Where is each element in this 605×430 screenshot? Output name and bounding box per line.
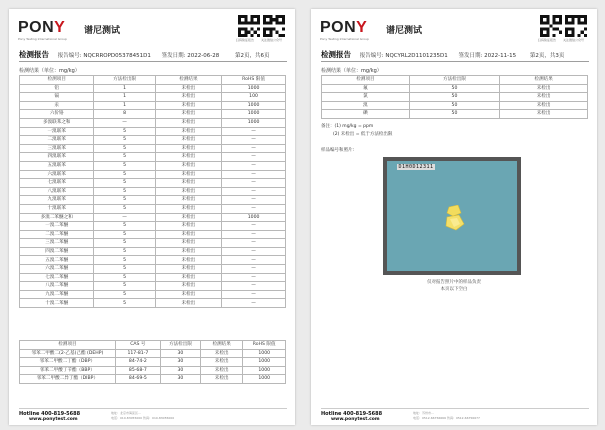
notes-line-2: (2) 未检出 = 低于方法检出限 [333, 132, 393, 137]
table-cell: 84-69-5 [115, 375, 160, 384]
page-info: 第2页，共6页 [234, 53, 270, 59]
table-cell: 未检出 [200, 366, 243, 375]
table-cell: 未检出 [155, 179, 222, 188]
issue-date: 2022-06-28 [187, 53, 220, 59]
table-cell: 8 [94, 110, 155, 119]
table-row [20, 161, 286, 170]
table-cell: 未检出 [200, 349, 243, 358]
table-cell: 5 [94, 299, 155, 308]
table-cell: — [94, 213, 155, 222]
table-cell: 十溴二苯醚 [20, 299, 94, 308]
column-header: CAS 号 [115, 341, 160, 350]
logo-subtitle: Pony Testing International Group [18, 37, 67, 41]
table-cell: 未检出 [155, 118, 222, 127]
table-cell: 5 [94, 127, 155, 136]
table-cell: 一溴二苯醚 [20, 222, 94, 231]
table-cell: 镉 [20, 93, 94, 102]
table-cell: 八溴联苯 [20, 187, 94, 196]
table-cell: — [222, 179, 286, 188]
column-header: 检测项目 [20, 341, 116, 350]
table-cell: 四溴联苯 [20, 153, 94, 162]
table-cell: 邻苯二甲酸丁苄酯（BBP） [20, 366, 116, 375]
table-cell: — [222, 153, 286, 162]
table-cell: 碘 [322, 110, 410, 119]
footer-address: 地址：苏州市... 电话：0512-66756666 传真：0512-66756677 [413, 411, 480, 420]
column-header: 方法检出限 [409, 76, 499, 85]
table-row [322, 84, 588, 93]
table-cell: 30 [160, 358, 200, 367]
report-title: 检测报告 [321, 50, 351, 59]
table-row [20, 136, 286, 145]
table-cell: 未检出 [155, 196, 222, 205]
table-cell: 九溴联苯 [20, 196, 94, 205]
table-cell: 5 [94, 239, 155, 248]
blank-note: 本页以下空白 [440, 287, 468, 292]
table-cell: 1000 [222, 213, 286, 222]
phthalates-table [19, 340, 286, 384]
table-cell: 1000 [243, 375, 286, 384]
table-row [322, 110, 588, 119]
table-row [20, 349, 286, 358]
table-cell: 1000 [243, 358, 286, 367]
table-cell: 30 [160, 349, 200, 358]
table-cell: — [222, 196, 286, 205]
table-row [20, 256, 286, 265]
table-cell: 未检出 [155, 256, 222, 265]
table-cell: 四溴二苯醚 [20, 247, 94, 256]
table-cell: — [222, 256, 286, 265]
table-cell: 七溴联苯 [20, 179, 94, 188]
column-header: 方法检出限 [94, 76, 155, 85]
logo-chinese-name: 谱尼测试 [84, 26, 121, 36]
table-cell: 多溴二苯醚之和 [20, 213, 94, 222]
qr-code-icon [263, 15, 285, 37]
table-cell: 未检出 [155, 290, 222, 299]
table-row [20, 230, 286, 239]
table-cell: 邻苯二甲酸二(2-乙基)己酯 (DEHP) [20, 349, 116, 358]
table-cell: 84-74-2 [115, 358, 160, 367]
table-cell: 5 [94, 222, 155, 231]
table-cell: — [222, 170, 286, 179]
table-cell: 未检出 [155, 93, 222, 102]
column-header: 检测结果 [155, 76, 222, 85]
table-row [20, 366, 286, 375]
table-cell: 未检出 [155, 101, 222, 110]
unit-label: 检测结果（单位：mg/kg） [321, 68, 382, 74]
table-cell: 未检出 [155, 153, 222, 162]
table-cell: 117-81-7 [115, 349, 160, 358]
sample-photo [383, 157, 521, 275]
table-cell: 未检出 [155, 204, 222, 213]
table-cell: 1000 [222, 84, 286, 93]
sample-pieces-image [443, 205, 467, 235]
halogen-results-table [321, 75, 588, 119]
table-cell: 未检出 [155, 247, 222, 256]
report-page-right: PONY 谱尼测试 Pony Testing International Group 扫码验证报告 关注微信公众号 检测报告 报告编号: NQCYRL2D1101235D1 签发日期: 2022-11-15 第2页，共3页 检测结果（单位：mg/kg） 检测项目 方法检出限 检测结果 氟 50 未检出 氯 50 未检出 溴 50 未检出 碘 50 未检出 备注：(1) mg/kg = ppm (2) 未检出 = 低于方法检出限 样品编号和照片: D1H0D12311 仅对报告照片中的样品负责 本页以下空白 Hotline 400-819-5688 www.ponytest.com 地址：苏州市... 电话：0512-66756666 传真：0512-66756677 [311, 9, 597, 425]
table-row [20, 290, 286, 299]
table-cell: — [222, 187, 286, 196]
table-row [20, 239, 286, 248]
table-cell: 铅 [20, 84, 94, 93]
table-cell: 未检出 [155, 170, 222, 179]
table-cell: — [222, 239, 286, 248]
table-row [20, 375, 286, 384]
table-cell: 未检出 [155, 273, 222, 282]
table-row [20, 153, 286, 162]
report-header: 检测报告 报告编号: NQCRROPD05378451D1 签发日期: 2022-06-28 第2页，共6页 [19, 49, 287, 62]
report-page-left: PONY 谱尼测试 Pony Testing International Group 扫码验证报告 关注微信公众号 检测报告 报告编号: NQCRROPD05378451D1 签发日期: 2022-06-28 第2页，共6页 检测结果（单位：mg/kg） 检测项目 方法检出限 检测结果 RoHS 限值 铅 1 未检出 1000 镉 1 未检出 100 汞 1 未检出 1000 六价铬 8 未检出 1000 多溴联苯之和 — 未检出 1000 一溴联苯 5 未检出 — 二溴联苯 5 未检出 — 三溴联苯 5 未检出 — 四溴联苯 5 未检出 — 五溴联苯 5 未检出 — 六溴联苯 5 未检出 — 七溴联苯 5 未检出 — 八溴联苯 5 未检出 — 九溴联苯 5 未检出 — 十溴联苯 5 未检出 — 多溴二苯醚之和 — 未检出 1000 一溴二苯醚 5 未检出 — 二溴二苯醚 5 未检出 — 三溴二苯醚 5 未检出 — 四溴二苯醚 5 未检出 — 五溴二苯醚 5 未检出 — 六溴二苯醚 5 未检出 — 七溴二苯醚 5 未检出 — 八溴二苯醚 5 未检出 — 九溴二苯醚 5 未检出 — 十溴二苯醚 5 未检出 — 检测项目 CAS 号 方法检出限 检测结果 RoHS 限值 邻苯二甲酸二(2-乙基)己酯 (DEHP) 117-81-7 30 未检出 1000 邻苯二甲酸二丁酯（DBP） 84-74-2 30 未检出 1000 邻苯二甲酸丁苄酯（BBP） 85-68-7 30 未检出 1000 邻苯二甲酸二异丁酯（DIBP） 84-69-5 30 未检出 1000 Hotline 400-819-5688 www.ponytest.com 地址：北京市海淀区... 电话：010-83055000 传真：010-83055000 [9, 9, 295, 425]
table-row [20, 247, 286, 256]
table-cell: 50 [409, 84, 499, 93]
table-cell: 八溴二苯醚 [20, 282, 94, 291]
column-header: 检测结果 [200, 341, 243, 350]
table-cell: 邻苯二甲酸二丁酯（DBP） [20, 358, 116, 367]
table-cell: 5 [94, 256, 155, 265]
table-cell: 1 [94, 93, 155, 102]
table-cell: 1000 [222, 118, 286, 127]
table-row [20, 127, 286, 136]
column-header: 检测项目 [20, 76, 94, 85]
table-cell: 1000 [222, 110, 286, 119]
table-cell: 氯 [322, 93, 410, 102]
column-header: RoHS 限值 [222, 76, 286, 85]
table-cell: 1 [94, 84, 155, 93]
table-cell: — [222, 222, 286, 231]
report-number: NQCYRL2D1101235D1 [385, 53, 448, 59]
table-cell: 50 [409, 101, 499, 110]
table-row [322, 93, 588, 102]
table-cell: 未检出 [155, 213, 222, 222]
table-cell: 未检出 [500, 93, 588, 102]
table-row [20, 101, 286, 110]
table-cell: 50 [409, 110, 499, 119]
table-row [20, 213, 286, 222]
table-row [20, 110, 286, 119]
page-info: 第2页，共3页 [529, 53, 565, 59]
table-cell: 六溴联苯 [20, 170, 94, 179]
unit-label: 检测结果（单位：mg/kg） [19, 68, 80, 74]
table-cell: 30 [160, 366, 200, 375]
table-cell: 5 [94, 187, 155, 196]
table-cell: 一溴联苯 [20, 127, 94, 136]
table-cell: 5 [94, 136, 155, 145]
table-cell: 二溴联苯 [20, 136, 94, 145]
table-row [322, 101, 588, 110]
table-cell: 邻苯二甲酸二异丁酯（DIBP） [20, 375, 116, 384]
table-row [20, 179, 286, 188]
table-cell: 未检出 [155, 239, 222, 248]
page-footer [321, 408, 589, 423]
table-cell: 二溴二苯醚 [20, 230, 94, 239]
table-cell: — [222, 127, 286, 136]
table-cell: 未检出 [155, 187, 222, 196]
table-cell: 未检出 [155, 222, 222, 231]
table-cell: 5 [94, 230, 155, 239]
footer-address: 地址：北京市海淀区... 电话：010-83055000 传真：010-83055000 [111, 411, 175, 420]
table-row [20, 118, 286, 127]
table-cell: 5 [94, 170, 155, 179]
table-cell: 五溴二苯醚 [20, 256, 94, 265]
table-row [20, 196, 286, 205]
table-cell: 5 [94, 179, 155, 188]
table-row [20, 299, 286, 308]
table-cell: 未检出 [500, 110, 588, 119]
report-number: NQCRROPD05378451D1 [83, 53, 151, 59]
table-cell: 氟 [322, 84, 410, 93]
report-title: 检测报告 [19, 50, 49, 59]
table-cell: 1000 [243, 366, 286, 375]
table-cell: 5 [94, 196, 155, 205]
table-cell: 1000 [222, 101, 286, 110]
table-cell: 七溴二苯醚 [20, 273, 94, 282]
table-cell: 100 [222, 93, 286, 102]
table-cell: — [222, 299, 286, 308]
notes-line-1: 备注：(1) mg/kg = ppm [321, 124, 374, 129]
hotline-text: Hotline 400-819-5688 [19, 411, 81, 417]
table-cell: — [222, 273, 286, 282]
issue-date: 2022-11-15 [484, 53, 517, 59]
table-cell: 六溴二苯醚 [20, 265, 94, 274]
table-cell: 未检出 [155, 265, 222, 274]
table-cell: 未检出 [155, 299, 222, 308]
table-cell: 5 [94, 204, 155, 213]
table-row [20, 84, 286, 93]
table-cell: — [222, 144, 286, 153]
qr-code-icon [238, 15, 260, 37]
table-cell: 十溴联苯 [20, 204, 94, 213]
table-cell: 溴 [322, 101, 410, 110]
website-link[interactable]: www.ponytest.com [331, 417, 380, 422]
table-cell: 5 [94, 273, 155, 282]
table-row [20, 93, 286, 102]
table-cell: 5 [94, 144, 155, 153]
table-cell: 未检出 [155, 230, 222, 239]
table-cell: 1000 [243, 349, 286, 358]
results-table [19, 75, 286, 308]
table-row [20, 222, 286, 231]
qr-code-icon [565, 15, 587, 37]
table-cell: 未检出 [200, 358, 243, 367]
table-cell: — [222, 136, 286, 145]
logo-subtitle: Pony Testing International Group [320, 37, 369, 41]
table-cell: 六价铬 [20, 110, 94, 119]
table-cell: 未检出 [200, 375, 243, 384]
qr-code-icon [540, 15, 562, 37]
table-cell: 未检出 [500, 84, 588, 93]
table-row [20, 273, 286, 282]
hotline-text: Hotline 400-819-5688 [321, 411, 383, 417]
table-cell: 未检出 [155, 282, 222, 291]
website-link[interactable]: www.ponytest.com [29, 417, 78, 422]
table-row [20, 187, 286, 196]
table-row [20, 170, 286, 179]
table-cell: 未检出 [155, 144, 222, 153]
table-cell: 5 [94, 265, 155, 274]
table-cell: — [222, 282, 286, 291]
table-cell: 未检出 [155, 84, 222, 93]
report-header: 检测报告 报告编号: NQCYRL2D1101235D1 签发日期: 2022-11-15 第2页，共3页 [321, 49, 589, 62]
table-cell: 5 [94, 247, 155, 256]
table-cell: — [222, 265, 286, 274]
table-cell: 未检出 [155, 110, 222, 119]
table-cell: 5 [94, 153, 155, 162]
table-cell: 85-68-7 [115, 366, 160, 375]
table-cell: 汞 [20, 101, 94, 110]
table-cell: — [222, 247, 286, 256]
pony-logo: PONY 谱尼测试 Pony Testing International Group [18, 19, 121, 41]
table-cell: 50 [409, 93, 499, 102]
table-row [20, 358, 286, 367]
column-header: 方法检出限 [160, 341, 200, 350]
column-header: RoHS 限值 [243, 341, 286, 350]
table-cell: 5 [94, 161, 155, 170]
sample-number-label: D1H0D12311 [398, 164, 434, 170]
page-footer [19, 408, 287, 423]
photo-label: 样品编号和照片: [321, 148, 355, 153]
table-cell: — [94, 118, 155, 127]
table-cell: 九溴二苯醚 [20, 290, 94, 299]
table-cell: 5 [94, 282, 155, 291]
table-cell: 未检出 [155, 127, 222, 136]
table-row [20, 265, 286, 274]
table-cell: 30 [160, 375, 200, 384]
table-cell: 1 [94, 101, 155, 110]
column-header: 检测项目 [322, 76, 410, 85]
column-header: 检测结果 [500, 76, 588, 85]
logo-chinese-name: 谱尼测试 [386, 26, 423, 36]
table-cell: 五溴联苯 [20, 161, 94, 170]
pony-logo: PONY 谱尼测试 Pony Testing International Group [320, 19, 423, 41]
table-cell: 未检出 [155, 136, 222, 145]
table-cell: — [222, 230, 286, 239]
table-cell: 多溴联苯之和 [20, 118, 94, 127]
table-cell: 三溴联苯 [20, 144, 94, 153]
table-cell: — [222, 290, 286, 299]
photo-caption: 仅对报告照片中的样品负责 [427, 280, 481, 285]
table-cell: 未检出 [500, 101, 588, 110]
table-row [20, 282, 286, 291]
table-cell: 未检出 [155, 161, 222, 170]
table-row [20, 204, 286, 213]
table-cell: 5 [94, 290, 155, 299]
table-cell: — [222, 161, 286, 170]
table-cell: 三溴二苯醚 [20, 239, 94, 248]
table-row [20, 144, 286, 153]
table-cell: — [222, 204, 286, 213]
